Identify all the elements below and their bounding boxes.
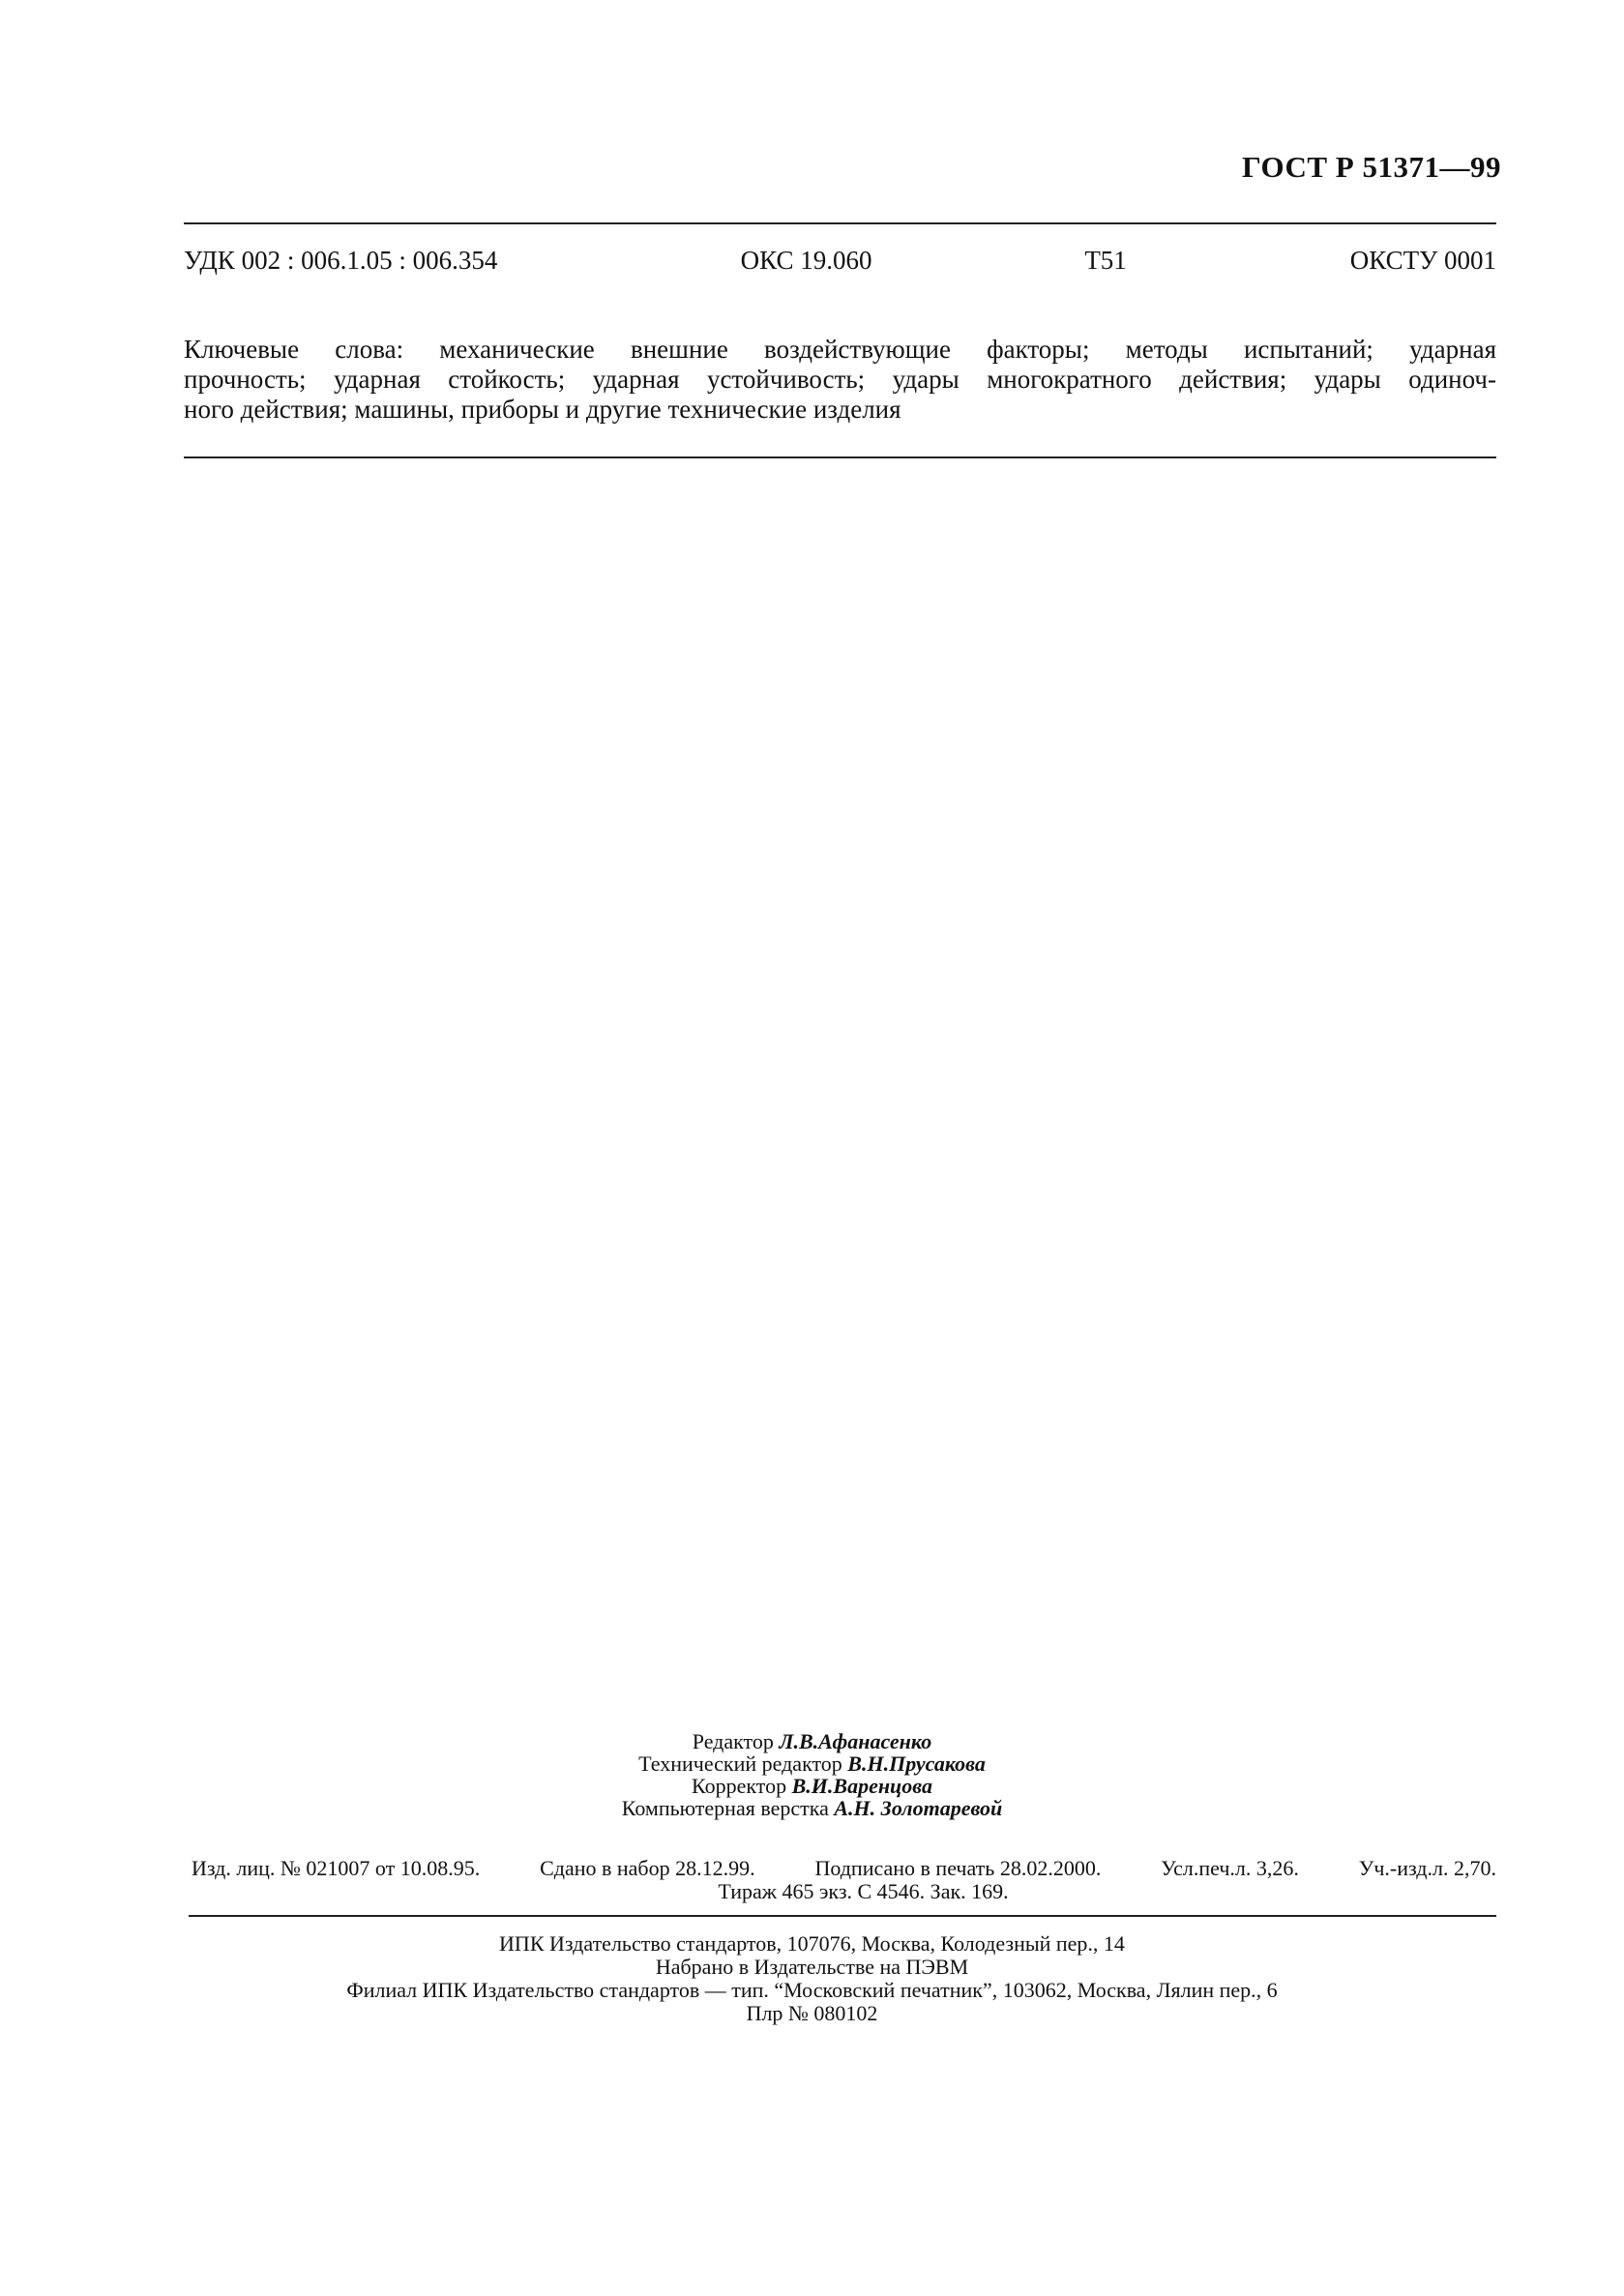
corrector-credit [0, 1775, 1624, 1797]
layout-credit [0, 1797, 1624, 1819]
keywords-rule [184, 456, 1496, 458]
keywords-block [184, 335, 1496, 425]
print-sheets-text: Усл.печ.л. 3,26. [1161, 1856, 1299, 1880]
pub-sheets-text: Уч.-изд.л. 2,70. [1358, 1856, 1496, 1880]
tech-editor-role: Технический редактор [638, 1751, 842, 1776]
typeset-text: Сдано в набор 28.12.99. [540, 1856, 755, 1880]
license-text: Изд. лиц. № 021007 от 10.08.95. [192, 1856, 481, 1880]
header-rule [184, 222, 1496, 224]
signed-text: Подписано в печать 28.02.2000. [814, 1856, 1102, 1880]
publisher-block [0, 1932, 1624, 2025]
imprint-block [192, 1857, 1496, 1903]
typeset-note: Набрано в Издательстве на ПЭВМ [655, 1955, 969, 1979]
editor-role: Редактор [692, 1729, 774, 1753]
oks-code: ОКС 19.060 [740, 246, 872, 275]
tech-editor-name: В.Н.Прусакова [847, 1751, 986, 1776]
editor-name: Л.В.Афанасенко [779, 1729, 932, 1753]
standard-number: ГОСТ Р 51371—99 [1242, 150, 1501, 184]
imprint-row [192, 1857, 1496, 1880]
layout-role: Компьютерная верстка [621, 1796, 829, 1820]
printer-address: Филиал ИПК Издательство стандартов — тип. “Московский печатник”, 103062, Москва, Лялин пер., 6 [346, 1978, 1278, 2002]
circulation-text: Тираж 465 экз. С 4546. Зак. 169. [718, 1879, 1009, 1903]
credits-block [0, 1730, 1624, 1819]
plr-number: Плр № 080102 [746, 2001, 878, 2025]
classification-row [184, 246, 1496, 276]
keywords-line: ного действия; машины, приборы и другие технические изделия [184, 395, 901, 424]
group-code: Т51 [1084, 246, 1127, 275]
okstu-code: ОКСТУ 0001 [1349, 246, 1496, 275]
keywords-line: прочность; ударная стойкость; ударная устойчивость; удары многократного действия; удары одиноч- [184, 365, 1496, 394]
corrector-name: В.И.Варенцова [791, 1774, 932, 1798]
editor-credit [0, 1730, 1624, 1752]
tech-editor-credit [0, 1752, 1624, 1775]
corrector-role: Корректор [692, 1774, 787, 1798]
imprint-rule [189, 1915, 1496, 1917]
publisher-address: ИПК Издательство стандартов, 107076, Москва, Колодезный пер., 14 [499, 1931, 1125, 1956]
keywords-line: Ключевые слова: механические внешние воздействующие факторы; методы испытаний; ударная [184, 335, 1496, 364]
layout-name: А.Н. Золотаревой [834, 1796, 1003, 1820]
udk-code: УДК 002 : 006.1.05 : 006.354 [184, 246, 498, 275]
